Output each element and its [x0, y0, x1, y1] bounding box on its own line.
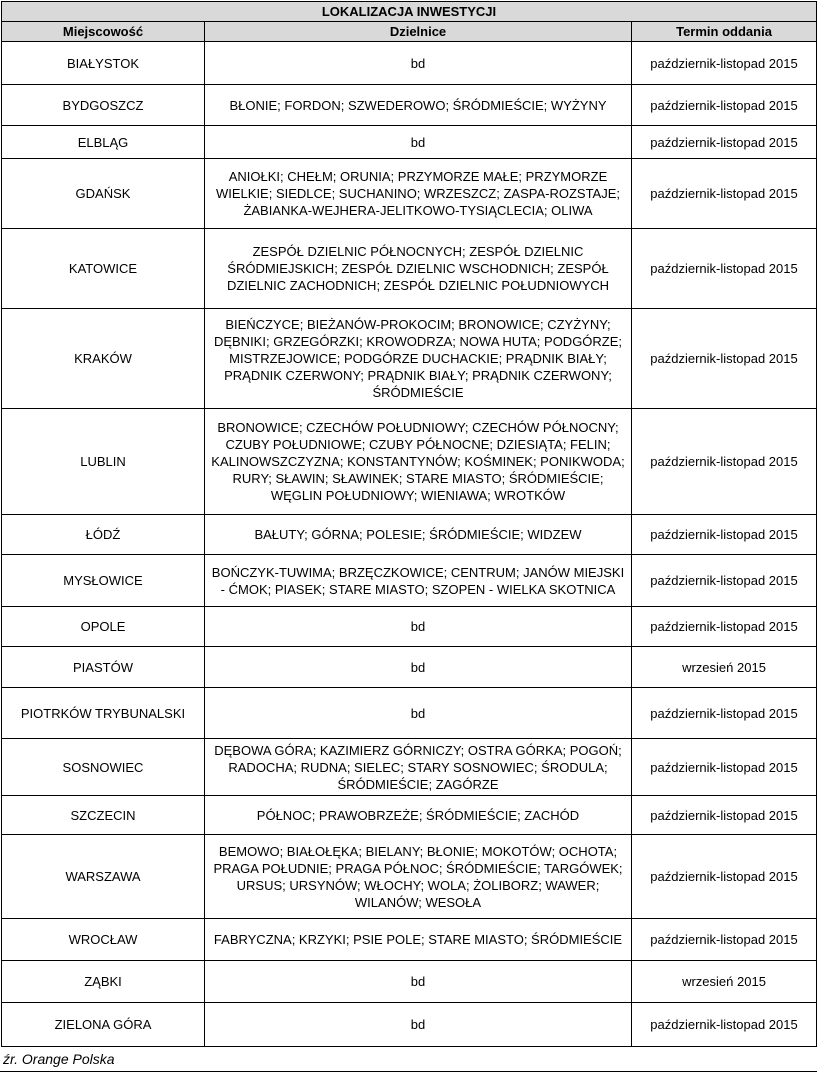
table-row — [2, 961, 817, 1003]
table-row — [2, 1003, 817, 1047]
districts-cell: BŁONIE; FORDON; SZWEDEROWO; ŚRÓDMIEŚCIE; WYŻYNY — [205, 85, 632, 126]
deadline-cell: październik-listopad 2015 — [632, 515, 817, 555]
table-row — [2, 309, 817, 409]
districts-cell: bd — [205, 42, 632, 85]
table-header-row — [2, 22, 817, 42]
city-cell: SOSNOWIEC — [2, 739, 205, 796]
city-cell: KRAKÓW — [2, 309, 205, 409]
districts-cell: bd — [205, 688, 632, 739]
table-row — [2, 688, 817, 739]
table-row — [2, 835, 817, 919]
source-note: źr. Orange Polska — [3, 1051, 115, 1067]
table-row — [2, 515, 817, 555]
table-row — [2, 229, 817, 309]
city-cell: BYDGOSZCZ — [2, 85, 205, 126]
districts-cell: bd — [205, 607, 632, 647]
city-cell: MYSŁOWICE — [2, 555, 205, 607]
table-row — [2, 159, 817, 229]
table-title-row — [2, 2, 817, 22]
table-row — [2, 796, 817, 835]
districts-cell: DĘBOWA GÓRA; KAZIMIERZ GÓRNICZY; OSTRA GÓRKA; POGOŃ; RADOCHA; RUDNA; SIELEC; STARY SOSNOWIEC; ŚRODULA; ŚRÓDMIEŚCIE; ZAGÓRZE — [205, 739, 632, 796]
deadline-cell: październik-listopad 2015 — [632, 796, 817, 835]
city-cell: ZĄBKI — [2, 961, 205, 1003]
deadline-cell: październik-listopad 2015 — [632, 159, 817, 229]
table-row — [2, 647, 817, 688]
city-cell: OPOLE — [2, 607, 205, 647]
deadline-cell: październik-listopad 2015 — [632, 739, 817, 796]
deadline-cell: październik-listopad 2015 — [632, 607, 817, 647]
deadline-cell: październik-listopad 2015 — [632, 42, 817, 85]
deadline-cell: wrzesień 2015 — [632, 961, 817, 1003]
districts-cell: ZESPÓŁ DZIELNIC PÓŁNOCNYCH; ZESPÓŁ DZIELNIC ŚRÓDMIEJSKICH; ZESPÓŁ DZIELNIC WSCHODNICH; ZESPÓŁ DZIELNIC ZACHODNICH; ZESPÓŁ DZIELNIC POŁUDNIOWYCH — [205, 229, 632, 309]
city-cell: GDAŃSK — [2, 159, 205, 229]
city-cell: ŁÓDŹ — [2, 515, 205, 555]
table-row — [2, 919, 817, 961]
districts-cell: bd — [205, 961, 632, 1003]
deadline-cell: październik-listopad 2015 — [632, 309, 817, 409]
table-row — [2, 42, 817, 85]
table-row — [2, 555, 817, 607]
city-cell: PIOTRKÓW TRYBUNALSKI — [2, 688, 205, 739]
deadline-cell: październik-listopad 2015 — [632, 126, 817, 159]
deadline-cell: październik-listopad 2015 — [632, 688, 817, 739]
districts-cell: PÓŁNOC; PRAWOBRZEŻE; ŚRÓDMIEŚCIE; ZACHÓD — [205, 796, 632, 835]
districts-cell: BRONOWICE; CZECHÓW POŁUDNIOWY; CZECHÓW PÓŁNOCNY; CZUBY POŁUDNIOWE; CZUBY PÓŁNOCNE; DZIESIĄTA; FELIN; KALINOWSZCZYZNA; KONSTANTYNÓW; KOŚMINEK; PONIKWODA; RURY; SŁAWIN; SŁAWINEK; STARE MIASTO; ŚRÓDMIEŚCIE; WĘGLIN POŁUDNIOWY; WIENIAWA; WROTKÓW — [205, 409, 632, 515]
deadline-cell: październik-listopad 2015 — [632, 555, 817, 607]
column-header-districts: Dzielnice — [205, 22, 632, 42]
districts-cell: BAŁUTY; GÓRNA; POLESIE; ŚRÓDMIEŚCIE; WIDZEW — [205, 515, 632, 555]
districts-cell: bd — [205, 126, 632, 159]
deadline-cell: październik-listopad 2015 — [632, 85, 817, 126]
deadline-cell: wrzesień 2015 — [632, 647, 817, 688]
city-cell: KATOWICE — [2, 229, 205, 309]
city-cell: ELBLĄG — [2, 126, 205, 159]
table-row — [2, 85, 817, 126]
column-header-deadline: Termin oddania — [632, 22, 817, 42]
city-cell: SZCZECIN — [2, 796, 205, 835]
city-cell: PIASTÓW — [2, 647, 205, 688]
districts-cell: bd — [205, 1003, 632, 1047]
source-divider — [0, 1071, 817, 1072]
table-row — [2, 409, 817, 515]
table-row — [2, 607, 817, 647]
column-header-city: Miejscowość — [2, 22, 205, 42]
table-row — [2, 126, 817, 159]
districts-cell: bd — [205, 647, 632, 688]
table-title: LOKALIZACJA INWESTYCJI — [2, 2, 817, 22]
investment-locations-table — [1, 1, 817, 1047]
city-cell: LUBLIN — [2, 409, 205, 515]
city-cell: WROCŁAW — [2, 919, 205, 961]
deadline-cell: październik-listopad 2015 — [632, 1003, 817, 1047]
deadline-cell: październik-listopad 2015 — [632, 919, 817, 961]
districts-cell: FABRYCZNA; KRZYKI; PSIE POLE; STARE MIASTO; ŚRÓDMIEŚCIE — [205, 919, 632, 961]
city-cell: WARSZAWA — [2, 835, 205, 919]
deadline-cell: październik-listopad 2015 — [632, 409, 817, 515]
city-cell: BIAŁYSTOK — [2, 42, 205, 85]
districts-cell: BOŃCZYK-TUWIMA; BRZĘCZKOWICE; CENTRUM; JANÓW MIEJSKI - ĆMOK; PIASEK; STARE MIASTO; SZOPEN - WIELKA SKOTNICA — [205, 555, 632, 607]
districts-cell: BIEŃCZYCE; BIEŻANÓW-PROKOCIM; BRONOWICE; CZYŻYNY; DĘBNIKI; GRZEGÓRZKI; KROWODRZA; NOWA HUTA; PODGÓRZE; MISTRZEJOWICE; PODGÓRZE DUCHACKIE; PRĄDNIK BIAŁY; PRĄDNIK CZERWONY; PRĄDNIK BIAŁY; PRĄDNIK CZERWONY; ŚRÓDMIEŚCIE — [205, 309, 632, 409]
districts-cell: ANIOŁKI; CHEŁM; ORUNIA; PRZYMORZE MAŁE; PRZYMORZE WIELKIE; SIEDLCE; SUCHANINO; WRZESZCZ; ZASPA-ROZSTAJE; ŻABIANKA-WEJHERA-JELITKOWO-TYSIĄCLECIA; OLIWA — [205, 159, 632, 229]
table-row — [2, 739, 817, 796]
city-cell: ZIELONA GÓRA — [2, 1003, 205, 1047]
deadline-cell: październik-listopad 2015 — [632, 835, 817, 919]
deadline-cell: październik-listopad 2015 — [632, 229, 817, 309]
districts-cell: BEMOWO; BIAŁOŁĘKA; BIELANY; BŁONIE; MOKOTÓW; OCHOTA; PRAGA POŁUDNIE; PRAGA PÓŁNOC; ŚRÓDMIEŚCIE; TARGÓWEK; URSUS; URSYNÓW; WŁOCHY; WOLA; ŻOLIBORZ; WAWER; WILANÓW; WESOŁA — [205, 835, 632, 919]
